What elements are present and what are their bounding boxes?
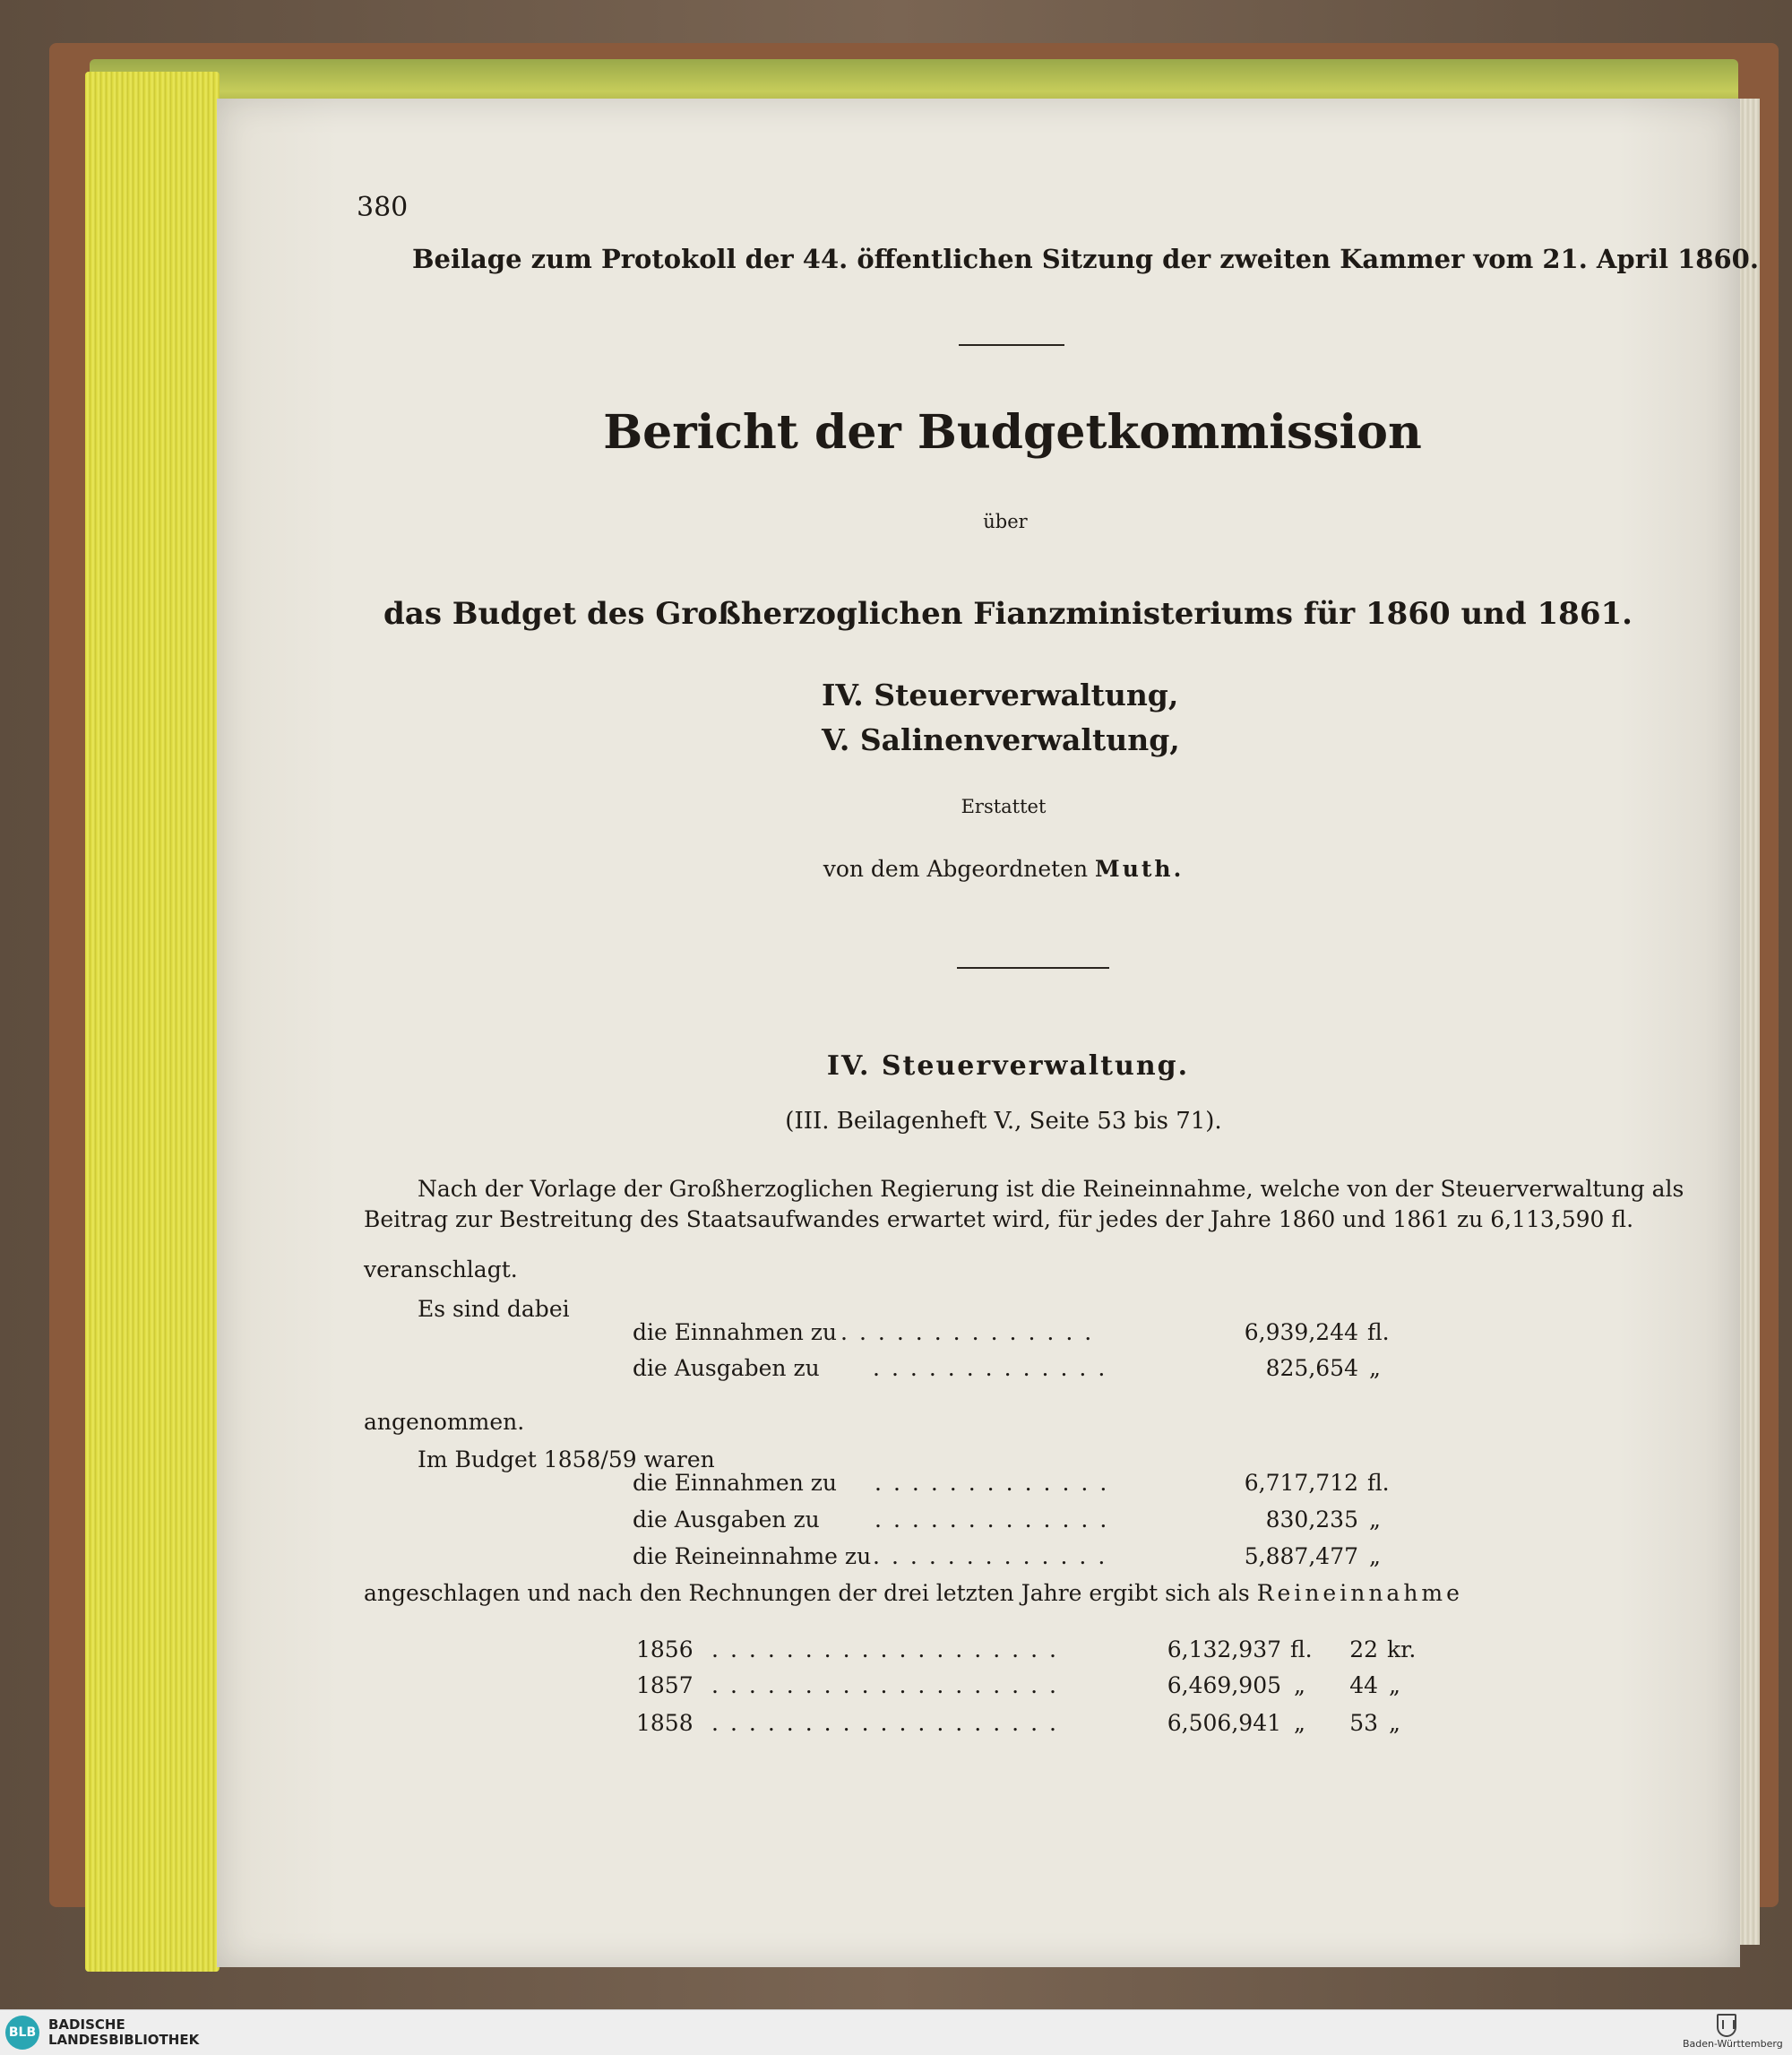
page-edges-left: [85, 72, 220, 1972]
row-amount: 6,717,712: [1244, 1470, 1358, 1496]
page-edges-right: [1740, 99, 1760, 1945]
row-label: die Einnahmen zu: [633, 1470, 838, 1496]
row-unit: „: [1294, 1672, 1305, 1698]
coat-of-arms-icon: [1717, 2014, 1736, 2037]
section-title-steuer: IV. Steuerverwaltung,: [822, 678, 1179, 712]
row-amount: 6,506,941: [1167, 1710, 1281, 1736]
row-kreuzer-unit: kr.: [1387, 1636, 1417, 1662]
section-title-saline: V. Salinenverwaltung,: [822, 722, 1180, 757]
row-unit: fl.: [1367, 1470, 1390, 1496]
leader-dots: ...................: [711, 1672, 1068, 1698]
row-unit: „: [1369, 1543, 1381, 1569]
row-year: 1858: [636, 1710, 694, 1736]
paragraph-line: angenommen.: [364, 1409, 525, 1435]
state-name: Baden-Württemberg: [1683, 2038, 1783, 2050]
row-kreuzer-unit: „: [1389, 1710, 1400, 1736]
leader-dots: .............: [873, 1355, 1117, 1381]
paragraph-line: Beitrag zur Bestreitung des Staatsaufwandes erwartet wird, für jedes der Jahre 1860 und 1861 zu 6,113,590 fl.: [364, 1206, 1634, 1232]
row-amount: 6,939,244: [1244, 1319, 1358, 1345]
running-head: Beilage zum Protokoll der 44. öffentlichen Sitzung der zweiten Kammer vom 21. April 1860.: [412, 244, 1759, 274]
divider-rule: [957, 967, 1109, 969]
erstattet-label: Erstattet: [961, 796, 1047, 817]
row-unit: „: [1369, 1507, 1381, 1533]
leader-dots: ...................: [711, 1710, 1068, 1736]
row-year: 1856: [636, 1636, 694, 1662]
row-amount: 5,887,477: [1244, 1543, 1358, 1569]
section-heading: IV. Steuerverwaltung.: [826, 1050, 1190, 1082]
paragraph-line: [364, 1580, 1463, 1606]
row-label: die Ausgaben zu: [633, 1507, 820, 1533]
paragraph-line: Es sind dabei: [418, 1296, 570, 1322]
leader-dots: ..............: [840, 1319, 1104, 1345]
leader-dots: .............: [873, 1543, 1117, 1569]
viewer-footer: [0, 2009, 1792, 2055]
report-title: Bericht der Budgetkommission: [603, 405, 1422, 460]
row-year: 1857: [636, 1672, 694, 1698]
library-name[interactable]: [48, 2017, 281, 2048]
page-number: 380: [357, 192, 409, 223]
row-amount: 830,235: [1265, 1507, 1358, 1533]
section-reference: (III. Beilagenheft V., Seite 53 bis 71).: [785, 1108, 1222, 1135]
row-unit: fl.: [1367, 1319, 1390, 1345]
row-amount: 825,654: [1265, 1355, 1358, 1381]
row-unit: „: [1294, 1710, 1305, 1736]
paragraph-line: veranschlagt.: [364, 1256, 518, 1282]
row-kreuzer: 22: [1349, 1636, 1378, 1662]
library-name-line: BADISCHE: [48, 2016, 125, 2033]
row-kreuzer: 44: [1349, 1672, 1378, 1698]
row-amount: 6,132,937: [1167, 1636, 1281, 1662]
title-connector: über: [983, 511, 1028, 532]
divider-rule: [959, 344, 1064, 346]
row-unit: „: [1369, 1355, 1381, 1381]
blb-logo-icon[interactable]: BLB: [5, 2016, 39, 2050]
leader-dots: .............: [874, 1507, 1119, 1533]
row-label: die Reineinnahme zu: [633, 1543, 872, 1569]
accounts-intro: angeschlagen und nach den Rechnungen der drei letzten Jahre ergibt sich als: [364, 1580, 1250, 1606]
leader-dots: .............: [874, 1470, 1119, 1496]
report-subject: das Budget des Großherzoglichen Fianzministeriums für 1860 und 1861.: [383, 596, 1633, 632]
paragraph-line: Nach der Vorlage der Großherzoglichen Regierung ist die Reineinnahme, welche von der Steuerverwaltung als: [418, 1176, 1684, 1202]
accounts-term: Reineinnahme: [1256, 1580, 1463, 1606]
row-amount: 6,469,905: [1167, 1672, 1281, 1698]
row-label: die Einnahmen zu: [633, 1319, 838, 1345]
row-label: die Ausgaben zu: [633, 1355, 820, 1381]
author-line: [823, 856, 1185, 882]
row-unit: fl.: [1290, 1636, 1313, 1662]
author-prefix: von dem Abgeordneten: [823, 856, 1089, 882]
paragraph-line: Im Budget 1858/59 waren: [418, 1446, 715, 1472]
author-name: Muth.: [1095, 856, 1185, 882]
row-kreuzer-unit: „: [1389, 1672, 1400, 1698]
leader-dots: ...................: [711, 1636, 1068, 1662]
row-kreuzer: 53: [1349, 1710, 1378, 1736]
library-name-line: LANDESBIBLIOTHEK: [48, 2032, 200, 2048]
